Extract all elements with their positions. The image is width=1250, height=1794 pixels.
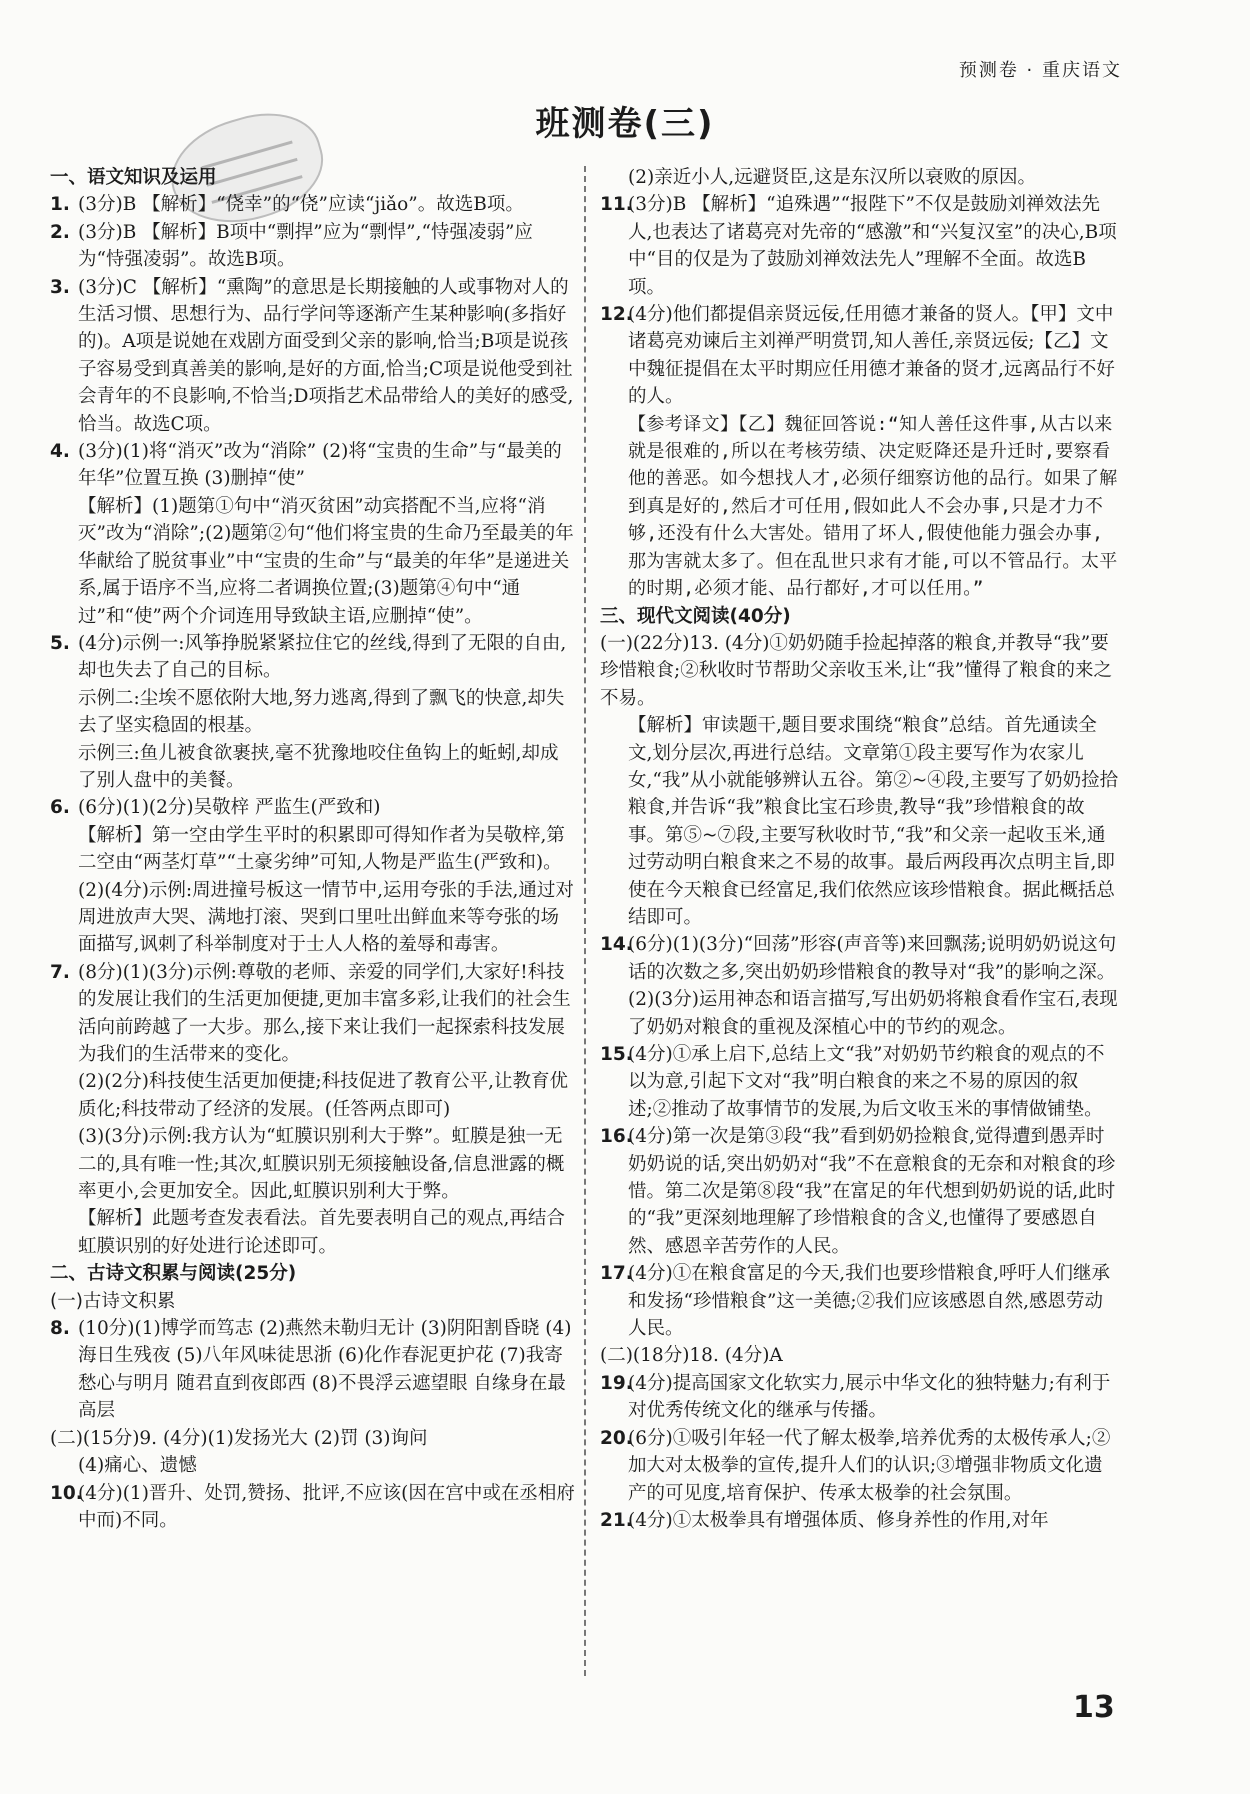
- answer-item: [50, 1480, 575, 1535]
- reference-translation: 【参考译文】【乙】魏征回答说:“知人善任这件事,从古以来就是很难的,所以在考核劳绩、决定贬降还是升迁时,要察看他的善恶。如今想找人才,必须仔细察访他的品行。如果了解到真是好的,然后才可任用,假如此人不会办事,只是才力不够,还没有什么大害处。错用了坏人,假使他能力强会办事,那为害就太多了。但在乱世只求有才能,可以不管品行。太平的时期,必须才能、品行都好,才可以任用。”: [628, 413, 1118, 600]
- answer-paragraph: (2)(2分)科技使生活更加便捷;科技促进了教育公平,让教育优质化;科技带动了经济的发展。(任答两点即可): [78, 1071, 569, 1120]
- question-number: 21.: [600, 1509, 633, 1531]
- question-number: 6.: [50, 797, 70, 819]
- answer-paragraph: (3)(3分)示例:我方认为“虹膜识别利大于弊”。虹膜是独一无二的,具有唯一性;其次,虹膜识别无须接触设备,信息泄露的概率更小,会更加安全。因此,虹膜识别利大于弊。: [78, 1126, 565, 1203]
- answer-item: [50, 794, 575, 821]
- header-series: 预测卷 · 重庆语文: [958, 60, 1122, 81]
- answer-item: [50, 630, 575, 685]
- answer-paragraph: 【解析】(1)题第①句中“消灭贫困”动宾搭配不当,应将“消灭”改为“消除”;(2)题第②句“他们将宝贵的生命乃至最美的年华献给了脱贫事业”中“宝贵的生命”与“最美的年华”是递进关系,属于语序不当,应将二者调换位置;(3)题第④句中“通过”和“使”两个介词连用导致缺主语,应删掉“使”。: [78, 495, 574, 627]
- page-number: 13: [1073, 1690, 1115, 1725]
- question-number: 8.: [50, 1318, 70, 1340]
- question-number: 12.: [600, 304, 633, 326]
- left-column: [50, 164, 575, 1534]
- answer-item: (一)(22分)13. (4分)①奶奶随手捡起掉落的粮食,并教导“我”要珍惜粮食;②秋收时节帮助父亲收玉米,让“我”懂得了粮食的来之不易。: [600, 632, 1113, 709]
- section-heading: 二、古诗文积累与阅读(25分): [50, 1263, 297, 1285]
- answer-text: (3分)C 【解析】“熏陶”的意思是长期接触的人或事物对人的生活习惯、思想行为、品行学问等逐渐产生某种影响(多指好的)。A项是说她在戏剧方面受到父亲的影响,恰当;B项是说孩子容易受到真善美的影响,是好的方面,恰当;C项是说他受到社会青年的不良影响,不恰当;D项指艺术品带给人的美好的感受,恰当。故选C项。: [78, 276, 574, 435]
- answer-text: (4分)示例一:风筝挣脱紧紧拉住它的丝线,得到了无限的自由,却也失去了自己的目标。: [78, 632, 567, 682]
- answer-text: (6分)①吸引年轻一代了解太极拳,培养优秀的太极传承人;②加大对太极拳的宣传,提升人们的认识;③增强非物质文化遗产的可见度,培育保护、传承太极拳的社会氛围。: [628, 1427, 1111, 1504]
- question-number: 19.: [600, 1372, 633, 1394]
- answer-text: (4分)(1)晋升、处罚,赞扬、批评,不应该(因在宫中或在丞相府中而)不同。: [78, 1482, 575, 1531]
- question-number: 4.: [50, 441, 70, 463]
- question-number: 1.: [50, 194, 70, 216]
- question-number: 16.: [600, 1126, 633, 1148]
- column-divider: [584, 166, 586, 1676]
- answer-paragraph: (2)(4分)示例:周进撞号板这一情节中,运用夸张的手法,通过对周进放声大哭、满地打滚、哭到口里吐出鲜血来等夸张的场面描写,讽刺了科举制度对于士人人格的羞辱和毒害。: [78, 879, 574, 956]
- answer-text: (6分)(1)(3分)“回荡”形容(声音等)来回飘荡;说明奶奶说这句话的次数之多,突出奶奶珍惜粮食的教导对“我”的影响之深。: [628, 934, 1117, 983]
- question-number: 11.: [600, 194, 633, 216]
- answer-text: (10分)(1)博学而笃志 (2)燕然未勒归无计 (3)阴阳割昏晓 (4)海日生残夜 (5)八年风味徒思浙 (6)化作春泥更护花 (7)我寄愁心与明月 随君直到夜郎西 (8)不畏浮云遮望眼 自缘身在最高层: [78, 1318, 572, 1422]
- answer-item: [600, 1507, 1120, 1534]
- answer-text: (8分)(1)(3分)示例:尊敬的老师、亲爱的同学们,大家好!科技的发展让我们的生活更加便捷,更加丰富多彩,让我们的社会生活向前跨越了一大步。那么,接下来让我们一起探索科技发展为我们的生活带来的变化。: [78, 961, 571, 1065]
- answer-paragraph: 示例三:鱼儿被食欲裹挟,毫不犹豫地咬住鱼钩上的蚯蚓,却成了别人盘中的美餐。: [78, 742, 559, 791]
- answer-item: [600, 1260, 1120, 1342]
- section-heading: 一、语文知识及运用: [50, 167, 217, 188]
- question-number: 2.: [50, 221, 70, 243]
- question-number: 7.: [50, 961, 70, 983]
- right-column: [600, 164, 1120, 1534]
- answer-item: [600, 1370, 1120, 1425]
- section-heading: 三、现代文阅读(40分): [600, 605, 791, 627]
- answer-text: (3分)B 【解析】“追殊遇”“报陛下”不仅是鼓励刘禅效法先人,也表达了诸葛亮对先帝的“感激”和“兴复汉室”的决心,B项中“目的仅是为了鼓励刘禅效法先人”理解不全面。故选B项。: [628, 194, 1117, 298]
- answer-paragraph: (2)(3分)运用神态和语言描写,写出奶奶将粮食看作宝石,表现了奶奶对粮食的重视及深植心中的节约的观念。: [628, 989, 1118, 1038]
- answer-paragraph: 【解析】此题考查发表看法。首先要表明自己的观点,再结合虹膜识别的好处进行论述即可。: [78, 1208, 565, 1257]
- answer-item: [50, 219, 575, 274]
- question-number: 17.: [600, 1263, 633, 1285]
- answer-text: (3分)(1)将“消灭”改为“消除” (2)将“宝贵的生命”与“最美的年华”位置互换 (3)删掉“使”: [78, 441, 562, 490]
- subsection-heading: (一)古诗文积累: [50, 1290, 176, 1312]
- answer-text: (4分)①承上启下,总结上文“我”对奶奶节约粮食的观点的不以为意,引起下文对“我”明白粮食的来之不易的原因的叙述;②推动了故事情节的发展,为后文收玉米的事情做铺垫。: [628, 1044, 1105, 1120]
- answer-paragraph: (2)亲近小人,远避贤臣,这是东汉所以衰败的原因。: [628, 167, 1036, 188]
- answer-item: [50, 959, 575, 1069]
- answer-text: (3分)B 【解析】B项中“剽捍”应为“剽悍”,“恃强凌弱”应为“恃强凌弱”。故选B项。: [78, 221, 533, 271]
- question-number: 15.: [600, 1044, 633, 1065]
- answer-item: [50, 191, 575, 218]
- answer-text: (4分)①太极拳具有增强体质、修身养性的作用,对年: [628, 1509, 1049, 1531]
- answer-paragraph: (4)痛心、遗憾: [78, 1455, 197, 1477]
- answer-item: (二)(15分)9. (4分)(1)发扬光大 (2)罚 (3)询问: [50, 1427, 428, 1449]
- answer-item: [600, 931, 1120, 986]
- answer-item: [50, 274, 575, 438]
- answer-text: (4分)提高国家文化软实力,展示中华文化的独特魅力;有利于对优秀传统文化的继承与传播。: [628, 1372, 1111, 1422]
- question-number: 20.: [600, 1427, 633, 1449]
- answer-item: [600, 191, 1120, 301]
- answer-paragraph: 示例二:尘埃不愿依附大地,努力逃离,得到了飘飞的快意,却失去了坚实稳固的根基。: [78, 687, 565, 737]
- question-number: 5.: [50, 632, 70, 654]
- answer-text: (4分)第一次是第③段“我”看到奶奶捡粮食,觉得遭到愚弄时奶奶说的话,突出奶奶对“我”不在意粮食的无奈和对粮食的珍惜。第二次是第⑧段“我”在富足的年代想到奶奶说的话,此时的“我”更深刻地理解了珍惜粮食的含义,也懂得了要感恩自然、感恩辛苦劳作的人民。: [628, 1126, 1116, 1257]
- question-number: 14.: [600, 934, 633, 956]
- answer-item: (二)(18分)18. (4分)A: [600, 1345, 783, 1367]
- answer-item: [50, 1315, 575, 1425]
- answer-item: [600, 301, 1120, 411]
- answer-text: (6分)(1)(2分)吴敬梓 严监生(严致和): [78, 797, 381, 819]
- question-number: 10.: [50, 1482, 83, 1504]
- answer-item: [600, 1425, 1120, 1507]
- answer-item: [600, 1041, 1120, 1123]
- answer-paragraph: 【解析】审读题干,题目要求围绕“粮食”总结。首先通读全文,划分层次,再进行总结。文章第①段主要写作为农家儿女,“我”从小就能够辨认五谷。第②~④段,主要写了奶奶捡拾粮食,并告诉“我”粮食比宝石珍贵,教导“我”珍惜粮食的故事。第⑤~⑦段,主要写秋收时节,“我”和父亲一起收玉米,通过劳动明白粮食来之不易的故事。最后两段再次点明主旨,即使在今天粮食已经富足,我们依然应该珍惜粮食。据此概括总结即可。: [628, 715, 1119, 928]
- answer-text: (3分)B 【解析】“侥幸”的“侥”应读“jiǎo”。故选B项。: [78, 194, 524, 216]
- answer-text: (4分)①在粮食富足的今天,我们也要珍惜粮食,呼吁人们继承和发扬“珍惜粮食”这一美德;②我们应该感恩自然,感恩劳动人民。: [628, 1263, 1110, 1340]
- answer-text: (4分)他们都提倡亲贤远佞,任用德才兼备的贤人。【甲】文中诸葛亮劝谏后主刘禅严明赏罚,知人善任,亲贤远佞;【乙】文中魏征提倡在太平时期应任用德才兼备的贤才,远离品行不好的人。: [628, 304, 1115, 408]
- answer-paragraph: 【解析】第一空由学生平时的积累即可得知作者为吴敬梓,第二空由“两茎灯草”“土豪劣绅”可知,人物是严监生(严致和)。: [78, 824, 565, 874]
- page-title: 班测卷(三): [535, 104, 715, 144]
- question-number: 3.: [50, 276, 70, 298]
- answer-item: [600, 1123, 1120, 1260]
- answer-item: [50, 438, 575, 493]
